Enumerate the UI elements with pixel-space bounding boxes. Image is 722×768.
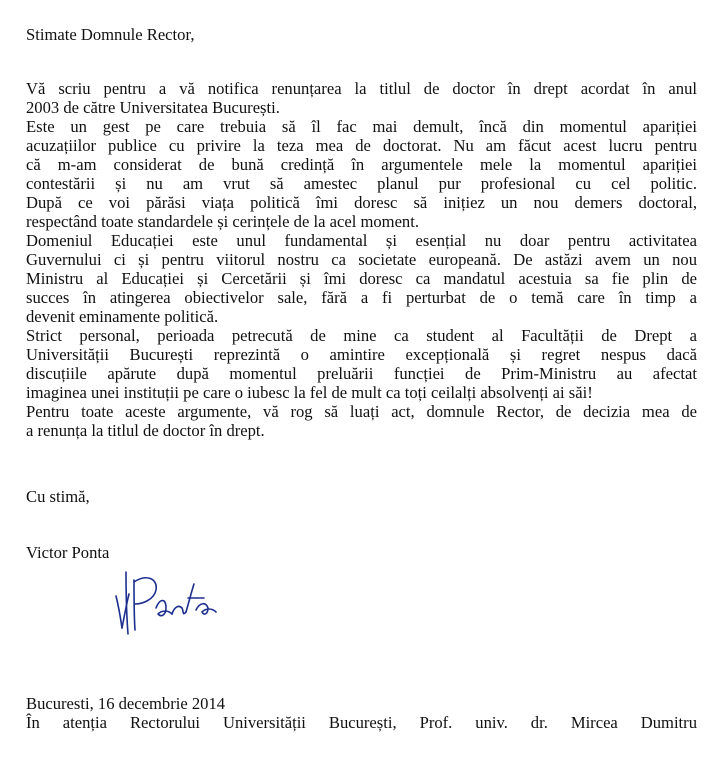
paragraph-1-line-1: Vă scriu pentru a vă notifica renunțarea la titlul de doctor în drept acordat în anul — [26, 79, 697, 98]
paragraph-3-line-5: devenit eminamente politică. — [26, 307, 219, 326]
paragraph-1-line-2: 2003 de către Universitatea București. — [26, 98, 280, 117]
paragraph-2-line-6: respectând toate standardele și cerințele de la acel moment. — [26, 212, 419, 231]
attention-line: În atenția Rectorului Universității București, Prof. univ. dr. Mircea Dumitru — [26, 713, 697, 732]
paragraph-2-line-5: După ce voi părăsi viața politică îmi doresc să inițiez un nou demers doctoral, — [26, 193, 697, 212]
paragraph-4-line-4: imaginea unei instituții pe care o iubesc la fel de mult ca toți ceilalți absolvenți ai săi! — [26, 383, 593, 402]
paragraph-4-line-1: Strict personal, perioada petrecută de mine ca student al Facultății de Drept a — [26, 326, 697, 345]
salutation: Stimate Domnule Rector, — [26, 25, 195, 44]
paragraph-5-line-1: Pentru toate aceste argumente, vă rog să luați act, domnule Rector, de decizia mea de — [26, 402, 697, 421]
paragraph-2-line-2: acuzațiilor publice cu privire la teza mea de doctorat. Nu am făcut acest lucru pentru — [26, 136, 697, 155]
signer-name: Victor Ponta — [26, 543, 110, 562]
paragraph-3-line-3: Ministru al Educației și Cercetării și îmi doresc ca mandatul acestuia sa fie plin de — [26, 269, 697, 288]
place-and-date: Bucuresti, 16 decembrie 2014 — [26, 694, 226, 713]
paragraph-4-line-3: discuțiile apărute după momentul preluării funcției de Prim-Ministru au afectat — [26, 364, 697, 383]
paragraph-3-line-4: succes în atingerea obiectivelor sale, fără a fi perturbat de o temă care în timp a — [26, 288, 697, 307]
paragraph-4-line-2: Universității București reprezintă o amintire excepțională și regret nespus dacă — [26, 345, 697, 364]
handwritten-signature — [112, 568, 232, 638]
paragraph-2-line-3: că m-am considerat de bună credință în argumentele mele la momentul apariției — [26, 155, 697, 174]
closing: Cu stimă, — [26, 487, 90, 506]
paragraph-2-line-4: contestării și nu am vrut să amestec planul pur profesional cu cel politic. — [26, 174, 697, 193]
paragraph-3-line-2: Guvernului ci și pentru viitorul nostru ca societate europeană. De astăzi avem un nou — [26, 250, 697, 269]
paragraph-2-line-1: Este un gest pe care trebuia să îl fac mai demult, încă din momentul apariției — [26, 117, 697, 136]
paragraph-5-line-2: a renunța la titlul de doctor în drept. — [26, 421, 265, 440]
paragraph-3-line-1: Domeniul Educației este unul fundamental și esențial nu doar pentru activitatea — [26, 231, 697, 250]
